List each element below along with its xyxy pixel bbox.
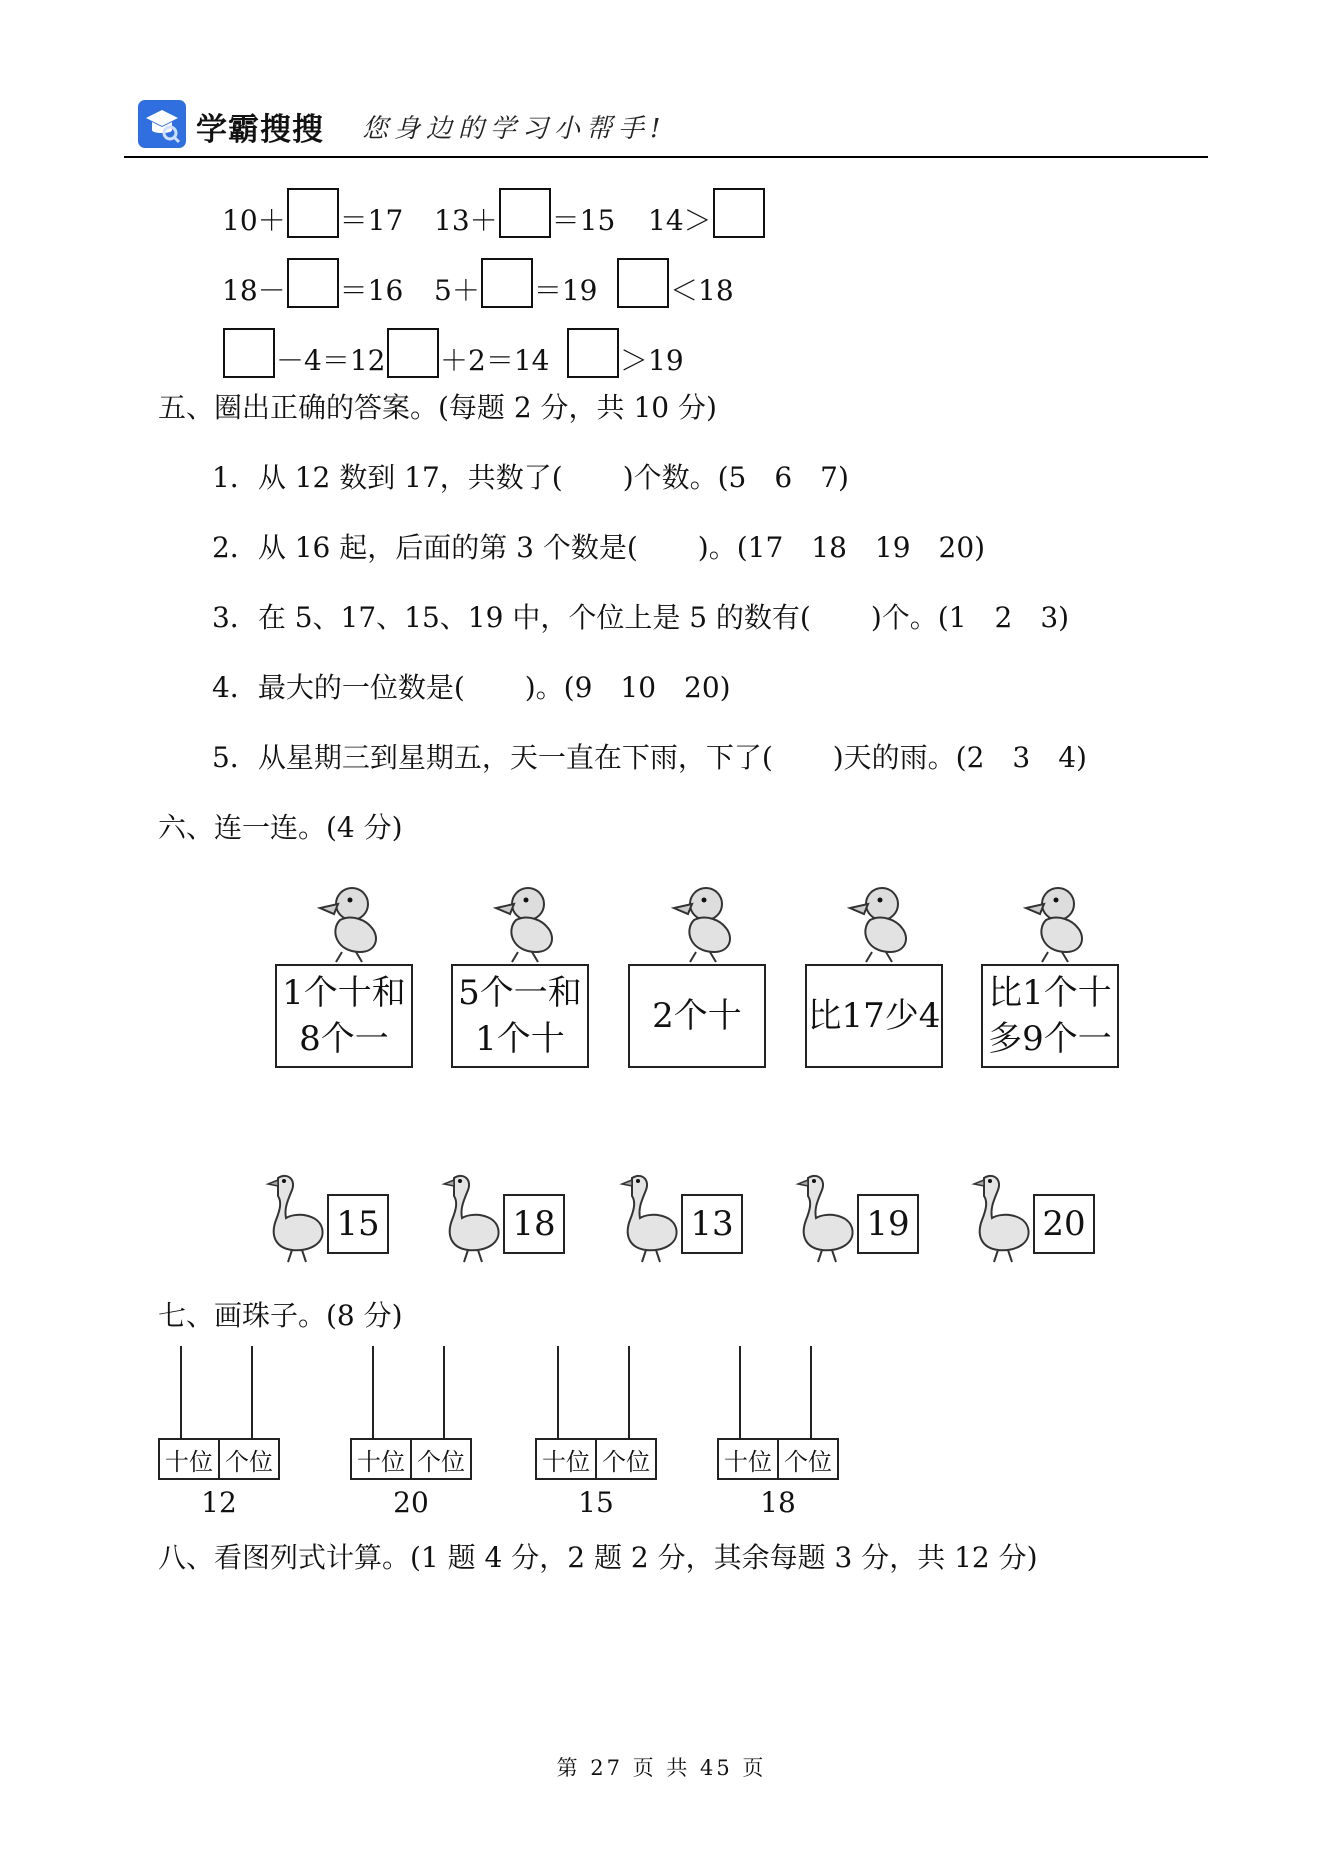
slogan: 您身边的学习小帮手! (362, 114, 667, 144)
question: 2．从 16 起，后面的第 3 个数是( )。(17 18 19 20) (212, 531, 986, 564)
answer-box[interactable] (481, 258, 533, 308)
brand-logo (138, 100, 186, 148)
match-card[interactable]: 比17少4 (805, 964, 943, 1068)
question: 1．从 12 数到 17，共数了( )个数。(5 6 7) (212, 461, 849, 494)
number-box[interactable]: 18 (503, 1194, 565, 1254)
abacus-base: 十位 个位 (158, 1438, 280, 1480)
answer-box[interactable] (567, 328, 619, 378)
equation: ＋2＝14 (386, 328, 549, 378)
abacus-base: 十位 个位 (717, 1438, 839, 1480)
answer-box[interactable] (223, 328, 275, 378)
number-box[interactable]: 15 (327, 1194, 389, 1254)
duckling-icon (476, 880, 562, 966)
goose-icon (618, 1170, 682, 1266)
equation: ＞19 (566, 328, 684, 378)
equation: 13＋ ＝15 (434, 188, 615, 238)
equation: 18－ ＝16 (222, 258, 403, 308)
match-card[interactable]: 5个一和 1个十 (451, 964, 589, 1068)
abacus-base: 十位 个位 (350, 1438, 472, 1480)
answer-box[interactable] (617, 258, 669, 308)
question: 5．从星期三到星期五，天一直在下雨，下了( )天的雨。(2 3 4) (212, 741, 1087, 774)
graduation-cap-search-icon (138, 100, 186, 148)
answer-box[interactable] (387, 328, 439, 378)
abacus-number: 12 (201, 1486, 237, 1519)
section-5-title: 五、圈出正确的答案。(每题 2 分，共 10 分) (158, 391, 717, 424)
abacus-rod[interactable] (372, 1346, 374, 1440)
duckling-icon (300, 880, 386, 966)
question: 3．在 5、17、15、19 中，个位上是 5 的数有( )个。(1 2 3) (212, 601, 1070, 634)
match-card[interactable]: 1个十和 8个一 (275, 964, 413, 1068)
abacus-rod[interactable] (557, 1346, 559, 1440)
duckling-icon (830, 880, 916, 966)
match-card[interactable]: 比1个十 多9个一 (981, 964, 1119, 1068)
number-box[interactable]: 20 (1033, 1194, 1095, 1254)
abacus-rod[interactable] (810, 1346, 812, 1440)
duckling-icon (654, 880, 740, 966)
page-number: 第 27 页 共 45 页 (556, 1756, 767, 1780)
equation: 5＋ ＝19 (434, 258, 597, 308)
answer-box[interactable] (499, 188, 551, 238)
goose-icon (264, 1170, 328, 1266)
section-7-title: 七、画珠子。(8 分) (158, 1299, 403, 1332)
abacus-base: 十位 个位 (535, 1438, 657, 1480)
equation: 14＞ (648, 188, 766, 238)
brand-name: 学霸搜搜 (196, 112, 324, 148)
equation: －4＝12 (222, 328, 385, 378)
number-box[interactable]: 13 (681, 1194, 743, 1254)
abacus-number: 18 (760, 1486, 796, 1519)
question: 4．最大的一位数是( )。(9 10 20) (212, 671, 731, 704)
header-divider (124, 156, 1208, 158)
answer-box[interactable] (713, 188, 765, 238)
section-8-title: 八、看图列式计算。(1 题 4 分，2 题 2 分，其余每题 3 分，共 12 分) (158, 1541, 1038, 1574)
goose-icon (794, 1170, 858, 1266)
abacus-rod[interactable] (739, 1346, 741, 1440)
abacus-rod[interactable] (251, 1346, 253, 1440)
answer-box[interactable] (287, 258, 339, 308)
match-card[interactable]: 2个十 (628, 964, 766, 1068)
goose-icon (440, 1170, 504, 1266)
section-6-title: 六、连一连。(4 分) (158, 811, 403, 844)
answer-box[interactable] (287, 188, 339, 238)
abacus-rod[interactable] (180, 1346, 182, 1440)
goose-icon (970, 1170, 1034, 1266)
abacus-number: 20 (393, 1486, 429, 1519)
abacus-number: 15 (578, 1486, 614, 1519)
equation: ＜18 (616, 258, 734, 308)
abacus-rod[interactable] (443, 1346, 445, 1440)
number-box[interactable]: 19 (857, 1194, 919, 1254)
duckling-icon (1006, 880, 1092, 966)
equation: 10＋ ＝17 (222, 188, 403, 238)
abacus-rod[interactable] (628, 1346, 630, 1440)
